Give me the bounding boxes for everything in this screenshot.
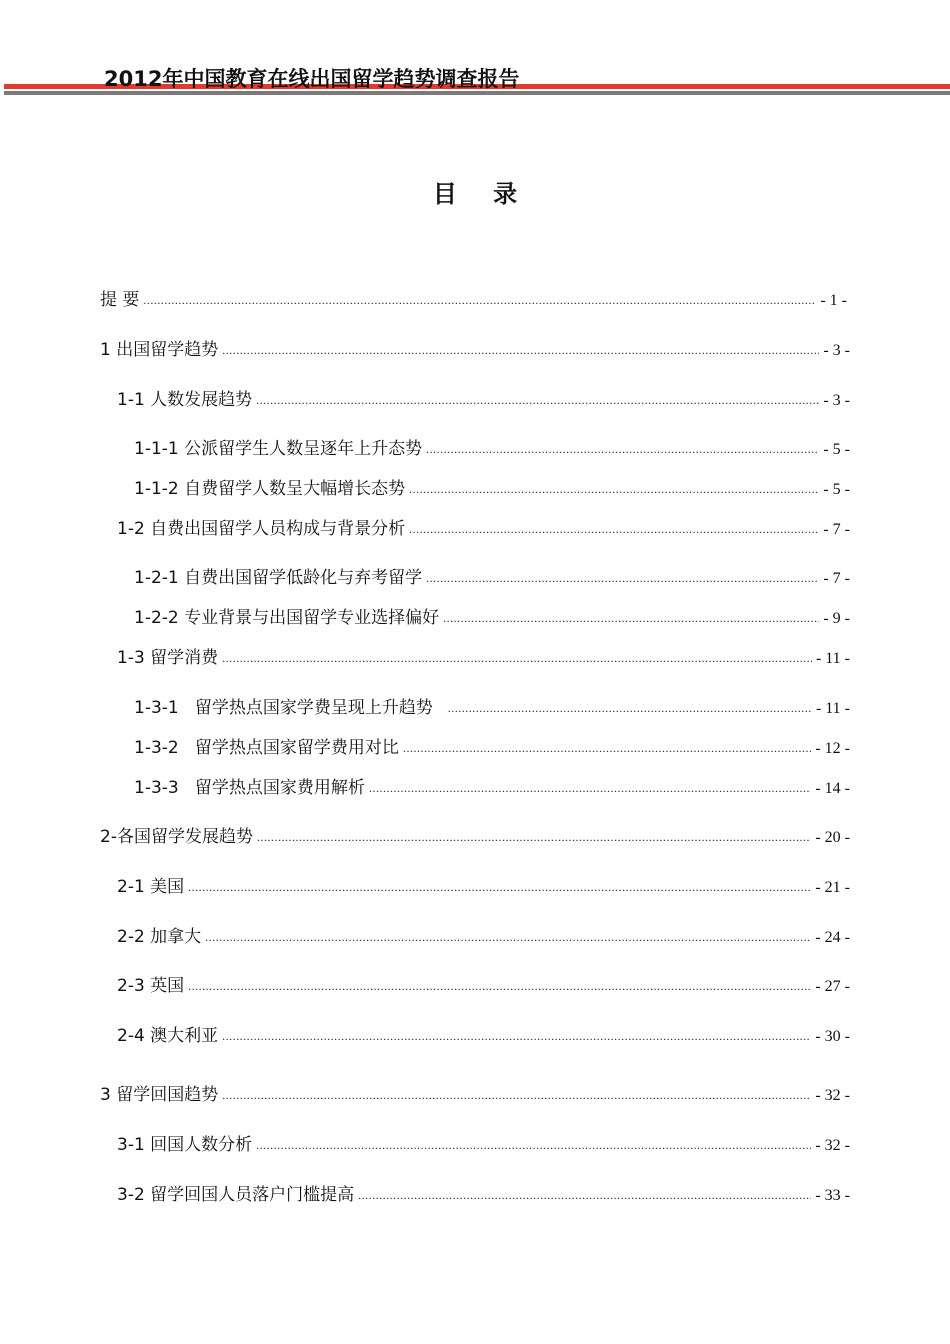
toc-entry-page: - 3 - (823, 342, 850, 359)
toc-entry-1-3[interactable] (117, 646, 850, 671)
toc-entry-2-1[interactable] (117, 875, 850, 900)
toc-dot-leader (403, 736, 811, 760)
toc-dot-leader (222, 646, 812, 670)
toc-entry-page: - 11 - (815, 700, 850, 717)
toc-entry-label: 1-3-3 留学热点国家费用解析 (134, 778, 365, 798)
toc-dot-leader (222, 1083, 811, 1107)
toc-entry-page: - 7 - (823, 521, 850, 538)
toc-entry-1-3-2[interactable] (134, 736, 850, 761)
toc-entry-page: - 24 - (815, 929, 850, 946)
toc-entry-page: - 12 - (815, 740, 850, 757)
toc-entry-page: - 21 - (815, 879, 850, 896)
toc-entry-label: 3 留学回国趋势 (100, 1085, 219, 1105)
toc-entry-page: - 27 - (815, 978, 850, 995)
toc-entry-label: 1-2 自费出国留学人员构成与背景分析 (117, 519, 406, 539)
toc-dot-leader (369, 776, 811, 800)
toc-dot-leader (443, 606, 819, 630)
toc-entry-label: 2-各国留学发展趋势 (100, 827, 253, 847)
toc-entry-page: - 9 - (823, 610, 850, 627)
toc-dot-leader (358, 1183, 811, 1207)
toc-entry-2-3[interactable] (117, 974, 850, 999)
toc-entry-page: - 1 - (820, 292, 847, 309)
toc-dot-leader (409, 477, 819, 501)
toc-dot-leader (143, 288, 816, 312)
toc-entry-label: 1-3 留学消费 (117, 648, 219, 668)
toc-dot-leader (222, 338, 819, 362)
toc-entry-label: 1-2-1 自费出国留学低龄化与弃考留学 (134, 568, 423, 588)
toc-entry-summary[interactable] (100, 288, 847, 313)
toc-entry-label: 3-2 留学回国人员落户门槛提高 (117, 1185, 355, 1205)
toc-dot-leader (256, 388, 819, 412)
toc-entry-page: - 11 - (815, 650, 850, 667)
toc-entry-2-4[interactable] (117, 1024, 850, 1049)
toc-entry-label: 1-3-1 留学热点国家学费呈现上升趋势 (134, 698, 444, 718)
toc-entry-page: - 32 - (815, 1087, 850, 1104)
toc-dot-leader (426, 566, 819, 590)
toc-entry-label: 1-1-1 公派留学生人数呈逐年上升态势 (134, 439, 423, 459)
toc-entry-page: - 5 - (823, 441, 850, 458)
toc-entry-3-2[interactable] (117, 1183, 850, 1208)
toc-entry-page: - 3 - (823, 392, 850, 409)
toc-dot-leader (448, 696, 812, 720)
toc-entry-1[interactable] (100, 338, 850, 363)
toc-entry-1-2-1[interactable] (134, 566, 850, 591)
toc-entry-page: - 30 - (815, 1028, 850, 1045)
toc-entry-label: 2-4 澳大利亚 (117, 1026, 219, 1046)
toc-entry-page: - 33 - (815, 1187, 850, 1204)
toc-entry-label: 提 要 (100, 290, 140, 310)
toc-entry-label: 1 出国留学趋势 (100, 340, 219, 360)
toc-entry-1-3-3[interactable] (134, 776, 850, 801)
toc-entry-label: 1-2-2 专业背景与出国留学专业选择偏好 (134, 608, 440, 628)
toc-entry-label: 1-1-2 自费留学人数呈大幅增长态势 (134, 479, 406, 499)
toc-entry-label: 2-3 英国 (117, 976, 185, 996)
toc-dot-leader (188, 875, 811, 899)
toc-dot-leader (257, 825, 811, 849)
toc-entry-label: 1-1 人数发展趋势 (117, 390, 253, 410)
toc-entry-label: 3-1 回国人数分析 (117, 1135, 253, 1155)
toc-entry-3-1[interactable] (117, 1133, 850, 1158)
toc-entry-2[interactable] (100, 825, 850, 850)
toc-entry-1-3-1[interactable] (134, 696, 850, 721)
toc-entry-1-1[interactable] (117, 388, 850, 413)
toc-dot-leader (188, 974, 811, 998)
toc-entry-1-2-2[interactable] (134, 606, 850, 631)
toc-entry-page: - 32 - (815, 1137, 850, 1154)
toc-dot-leader (256, 1133, 811, 1157)
toc-entry-2-2[interactable] (117, 925, 850, 950)
toc-entry-1-2[interactable] (117, 517, 850, 542)
toc-dot-leader (426, 437, 819, 461)
toc-entry-page: - 14 - (815, 780, 850, 797)
toc-dot-leader (409, 517, 819, 541)
toc-entry-label: 2-2 加拿大 (117, 927, 202, 947)
toc-entry-3[interactable] (100, 1083, 850, 1108)
toc-entry-label: 2-1 美国 (117, 877, 185, 897)
toc-entry-1-1-2[interactable] (134, 477, 850, 502)
toc-entry-page: - 7 - (823, 570, 850, 587)
report-header-title: 2012年中国教育在线出国留学趋势调查报告 (104, 67, 520, 91)
toc-heading: 目 录 (432, 180, 532, 208)
toc-entry-1-1-1[interactable] (134, 437, 850, 462)
toc-dot-leader (205, 925, 811, 949)
toc-dot-leader (222, 1024, 811, 1048)
toc-entry-page: - 20 - (815, 829, 850, 846)
toc-entry-page: - 5 - (823, 481, 850, 498)
toc-entry-label: 1-3-2 留学热点国家留学费用对比 (134, 738, 399, 758)
